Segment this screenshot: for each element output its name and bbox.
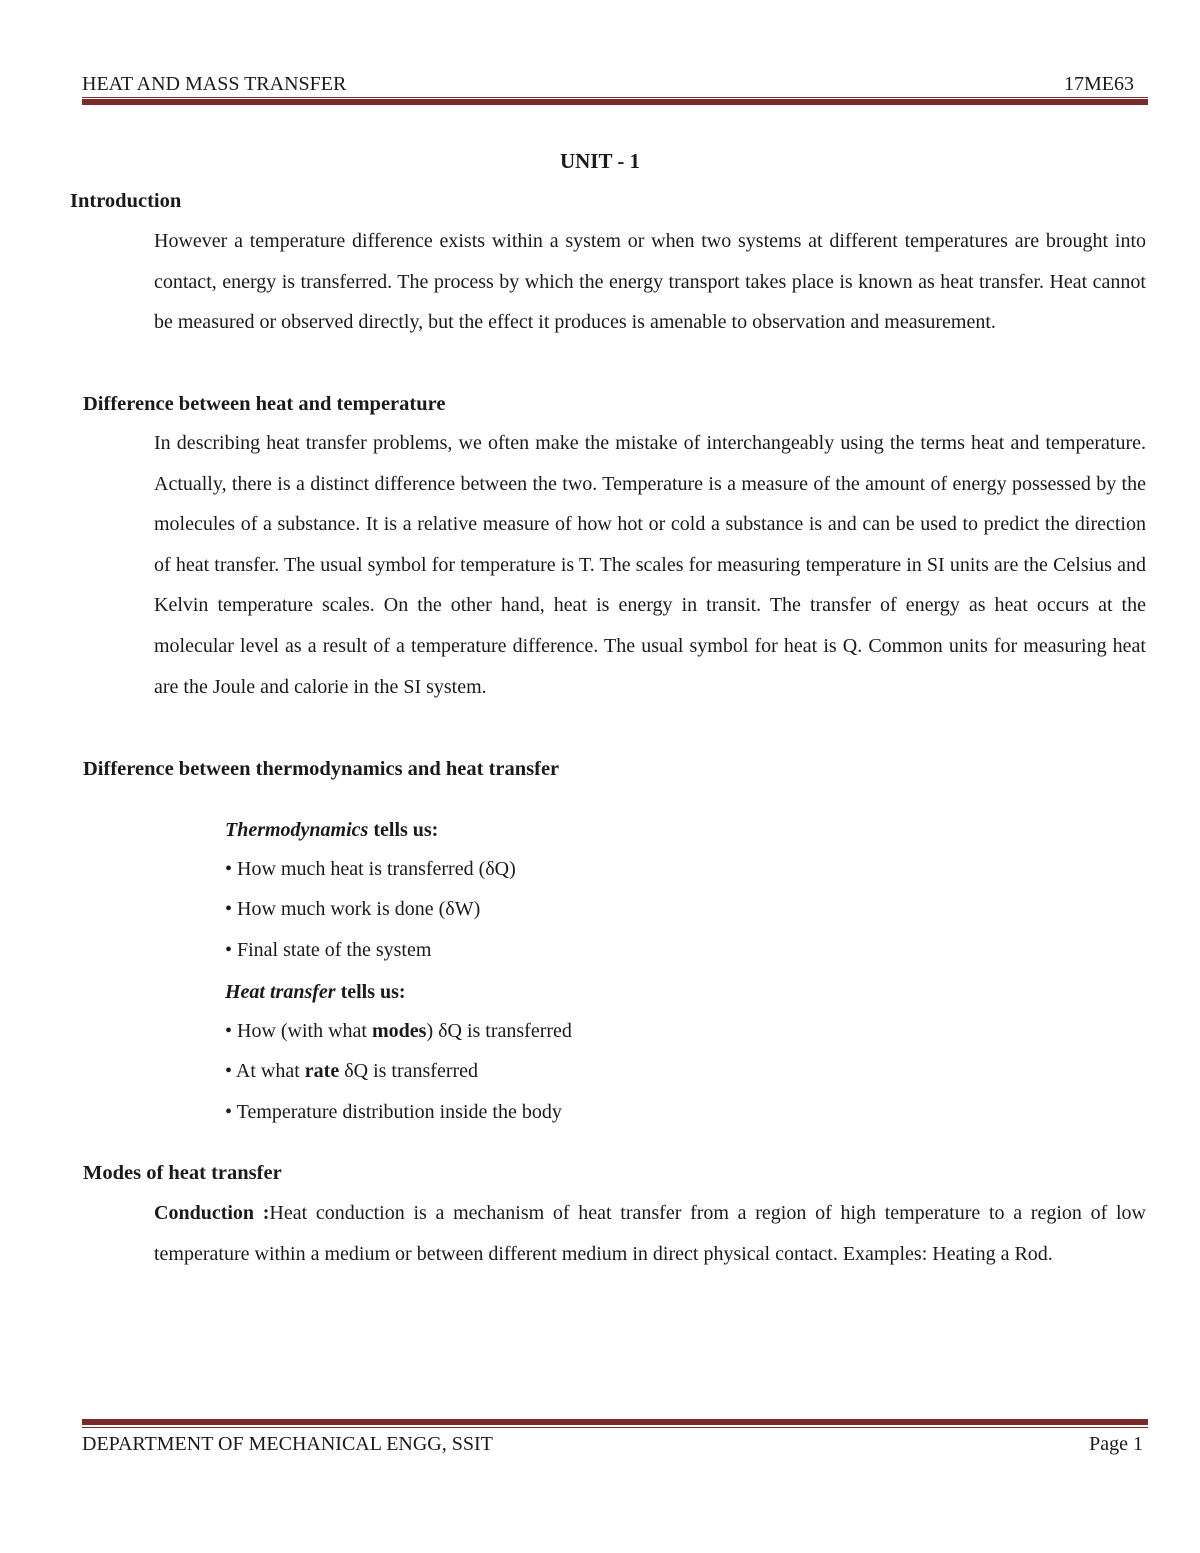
list-item: • How much heat is transferred (δQ) bbox=[225, 858, 516, 880]
footer-rule-thin bbox=[82, 1427, 1148, 1428]
thermodynamics-suffix: tells us: bbox=[368, 819, 439, 841]
list-item bbox=[225, 1018, 572, 1044]
list-item: • How much work is done (δW) bbox=[225, 898, 481, 920]
heading-introduction: Introduction bbox=[70, 190, 182, 212]
heading-modes-of-heat-transfer: Modes of heat transfer bbox=[83, 1162, 282, 1184]
list-item-emphasis: modes bbox=[371, 1020, 427, 1042]
list-item-text: ) δQ is transferred bbox=[426, 1020, 572, 1042]
header-rule-thin bbox=[82, 97, 1148, 98]
list-item-text: • How (with what bbox=[225, 1020, 372, 1042]
heading-heat-vs-temperature: Difference between heat and temperature bbox=[83, 393, 446, 415]
paragraph-heat-vs-temperature: In describing heat transfer problems, we often make the mistake of interchangeably using the terms heat and temperature. Actually, there is a distinct difference between the two. Temperature is a measure of the amount of energy possessed by the molecules of a substance. It is a relative measure of how hot or cold a substance is and can be used to predict the direction of heat transfer. The usual symbol for temperature is T. The scales for measuring temperature in SI units are the Celsius and Kelvin temperature scales. On the other hand, heat is energy in transit. The transfer of energy as heat occurs at the molecular level as a result of a temperature difference. The usual symbol for heat is Q. Common units for measuring heat are the Joule and calorie in the SI system. bbox=[154, 432, 1146, 698]
list-item: • Temperature distribution inside the body bbox=[225, 1101, 562, 1123]
paragraph-introduction: However a temperature difference exists within a system or when two systems at different temperatures are brought into contact, energy is transferred. The process by which the energy transport takes place is known as heat transfer. Heat cannot be measured or observed directly, but the effect it produces is amenable to observation and measurement. bbox=[154, 230, 1146, 334]
footer-page-number: Page 1 bbox=[1089, 1433, 1143, 1455]
heat-transfer-subheading bbox=[225, 979, 406, 1005]
list-item: • Final state of the system bbox=[225, 939, 432, 961]
conduction-text: Heat conduction is a mechanism of heat transfer from a region of high temperature to a region of low temperature within a medium or between different medium in direct physical contact. Examples: Heating a Rod. bbox=[154, 1202, 1146, 1265]
page-title: UNIT - 1 bbox=[559, 149, 641, 173]
heading-thermo-vs-heat-transfer: Difference between thermodynamics and heat transfer bbox=[83, 758, 560, 780]
list-item-text: δQ is transferred bbox=[339, 1060, 479, 1082]
thermodynamics-subheading bbox=[225, 817, 438, 843]
footer-department: DEPARTMENT OF MECHANICAL ENGG, SSIT bbox=[82, 1433, 493, 1455]
running-header-code: 17ME63 bbox=[1064, 73, 1134, 95]
list-item bbox=[225, 1058, 478, 1084]
thermodynamics-label: Thermodynamics bbox=[225, 819, 369, 841]
header-rule bbox=[82, 99, 1148, 105]
list-item-text: • At what bbox=[225, 1060, 305, 1082]
paragraph-conduction bbox=[154, 1193, 1146, 1274]
heat-transfer-label: Heat transfer bbox=[225, 981, 336, 1003]
running-header-title: HEAT AND MASS TRANSFER bbox=[82, 73, 347, 95]
list-item-emphasis: rate bbox=[304, 1060, 340, 1082]
heat-transfer-suffix: tells us: bbox=[335, 981, 406, 1003]
conduction-label: Conduction : bbox=[154, 1202, 270, 1224]
footer-rule bbox=[82, 1419, 1148, 1425]
